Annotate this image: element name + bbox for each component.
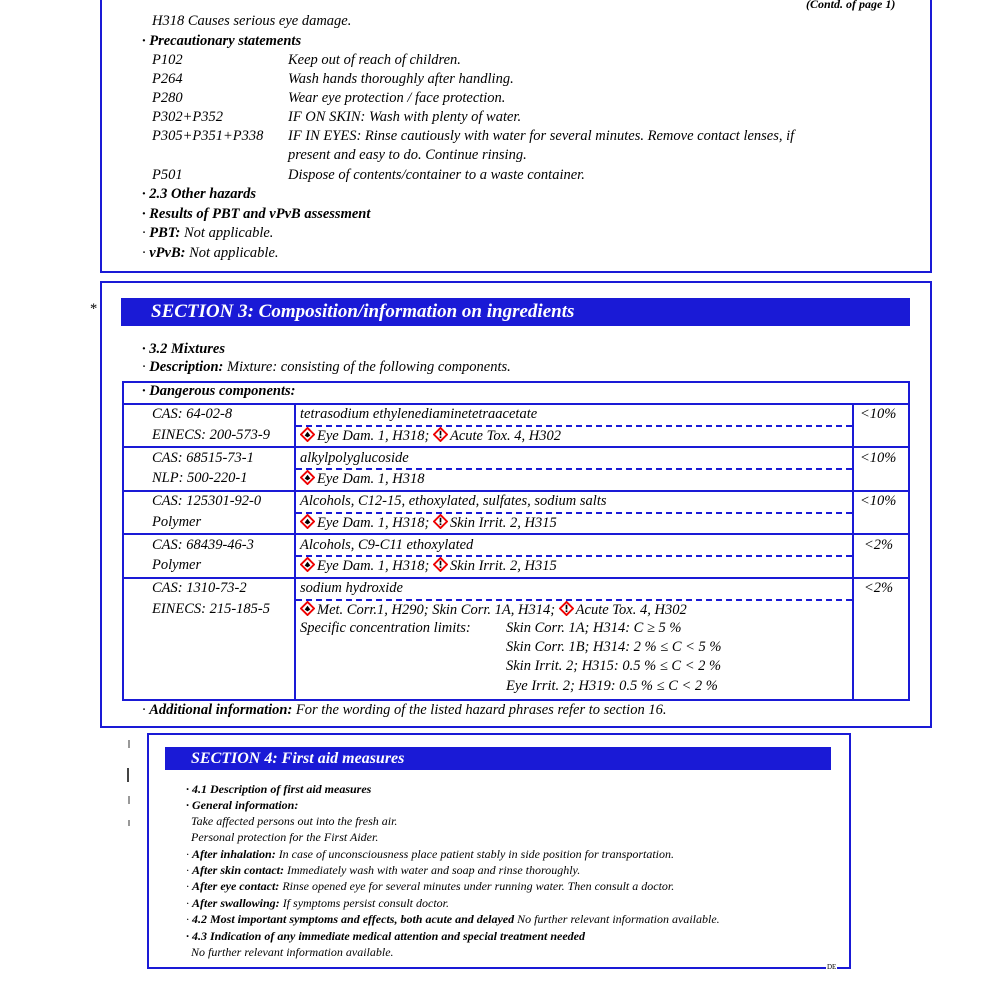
ghs-exclamation-icon (433, 557, 448, 572)
first-aid-description-heading: · 4.1 Description of first aid measures (186, 782, 372, 796)
component-concentration: <2% (864, 580, 894, 596)
medical-attention-heading: · 4.3 Indication of any immediate medical attention and special treatment needed (186, 929, 585, 943)
component-concentration: <10% (860, 406, 897, 422)
ghs-exclamation-icon (559, 601, 574, 616)
scl-label: Specific concentration limits: (300, 620, 471, 636)
scl-limit: Skin Irrit. 2; H315: 0.5 % ≤ C < 2 % (506, 658, 722, 674)
prec-code: P302+P352 (152, 109, 223, 125)
after-skin-contact: · After skin contact: Immediately wash with water and soap and rinse thoroughly. (186, 863, 581, 877)
scan-mark (127, 768, 129, 782)
h318-statement: H318 Causes serious eye damage. (152, 13, 352, 29)
component-concentration: <10% (860, 450, 897, 466)
component-name: Alcohols, C12-15, ethoxylated, sulfates, sodium salts (300, 493, 607, 509)
scan-mark (128, 796, 130, 804)
component-id: CAS: 125301-92-0 (152, 493, 262, 509)
col-divider (294, 403, 296, 701)
component-id: CAS: 68515-73-1 (152, 450, 254, 466)
prec-text: IF IN EYES: Rinse cautiously with water for several minutes. Remove contact lenses, if (288, 128, 795, 144)
component-id: EINECS: 215-185-5 (152, 601, 270, 617)
section4-title: SECTION 4: First aid measures (191, 749, 405, 767)
prec-text: Dispose of contents/container to a waste container. (288, 167, 585, 183)
section3-header (121, 298, 910, 326)
pbt-line: · PBT: Not applicable. (142, 225, 274, 241)
component-id: Polymer (152, 514, 202, 530)
component-id: CAS: 64-02-8 (152, 406, 233, 422)
ghs-exclamation-icon (433, 514, 448, 529)
component-hazards: Eye Dam. 1, H318; Skin Irrit. 2, H315 (300, 514, 557, 532)
prec-code: P501 (152, 167, 183, 183)
dangerous-components-heading: · Dangerous components: (142, 383, 296, 399)
component-name: alkylpolyglucoside (300, 450, 409, 466)
other-hazards: · 2.3 Other hazards (142, 186, 257, 202)
additional-information: · Additional information: For the wording of the listed hazard phrases refer to section 16. (142, 702, 667, 718)
component-concentration: <10% (860, 493, 897, 509)
prec-text: Wash hands thoroughly after handling. (288, 71, 514, 87)
general-information-heading: · General information: (186, 798, 299, 812)
after-eye-contact: · After eye contact: Rinse opened eye for several minutes under running water. Then consult a doctor. (186, 879, 675, 893)
contd-note: (Contd. of page 1) (806, 0, 896, 11)
vpvb-line: · vPvB: Not applicable. (142, 245, 279, 261)
prec-text: Wear eye protection / face protection. (288, 90, 506, 106)
prec-code: P264 (152, 71, 183, 87)
pbt-title: · Results of PBT and vPvB assessment (142, 206, 371, 222)
scan-mark (128, 740, 130, 748)
ghs-corrosion-icon (300, 514, 315, 529)
component-hazards: Eye Dam. 1, H318 (300, 470, 425, 488)
component-id: Polymer (152, 557, 202, 573)
prec-code: P102 (152, 52, 183, 68)
ghs-corrosion-icon (300, 601, 315, 616)
general-info-line: Take affected persons out into the fresh air. (191, 814, 398, 828)
component-concentration: <2% (864, 537, 894, 553)
row-divider (122, 533, 910, 535)
general-info-line: Personal protection for the First Aider. (191, 830, 379, 844)
scl-limit: Eye Irrit. 2; H319: 0.5 % ≤ C < 2 % (506, 678, 718, 694)
component-hazards: Eye Dam. 1, H318; Skin Irrit. 2, H315 (300, 557, 557, 575)
scan-mark (128, 820, 130, 826)
component-id: CAS: 68439-46-3 (152, 537, 254, 553)
after-inhalation: · After inhalation: In case of unconsciousness place patient stably in side position for transportation. (186, 847, 674, 861)
row-divider (122, 446, 910, 448)
component-name: Alcohols, C9-C11 ethoxylated (300, 537, 474, 553)
prec-code: P305+P351+P338 (152, 128, 264, 144)
component-id: NLP: 500-220-1 (152, 470, 248, 486)
col-divider (852, 403, 854, 701)
ghs-exclamation-icon (433, 427, 448, 442)
prec-code: P280 (152, 90, 183, 106)
scl-limit: Skin Corr. 1A; H314: C ≥ 5 % (506, 620, 682, 636)
component-id: EINECS: 200-573-9 (152, 427, 270, 443)
scl-limit: Skin Corr. 1B; H314: 2 % ≤ C < 5 % (506, 639, 722, 655)
component-hazards: Met. Corr.1, H290; Skin Corr. 1A, H314; Acute Tox. 4, H302 (300, 601, 687, 619)
ghs-corrosion-icon (300, 427, 315, 442)
precautionary-title: · Precautionary statements (142, 33, 302, 49)
component-name: tetrasodium ethylenediaminetetraacetate (300, 406, 538, 422)
ghs-corrosion-icon (300, 557, 315, 572)
section3-title: SECTION 3: Composition/information on ingredients (151, 301, 575, 322)
prec-text: Keep out of reach of children. (288, 52, 461, 68)
after-swallowing: · After swallowing: If symptoms persist consult doctor. (186, 896, 450, 910)
revision-marker: * (90, 301, 98, 317)
footer-country-code: DE (827, 963, 837, 971)
component-hazards: Eye Dam. 1, H318; Acute Tox. 4, H302 (300, 427, 561, 445)
section4-header (165, 747, 831, 770)
description-line: · Description: Mixture: consisting of the following components. (142, 359, 511, 375)
medical-attention-text: No further relevant information available. (191, 945, 394, 959)
prec-text: IF ON SKIN: Wash with plenty of water. (288, 109, 522, 125)
component-name: sodium hydroxide (300, 580, 403, 596)
component-id: CAS: 1310-73-2 (152, 580, 247, 596)
prec-text: present and easy to do. Continue rinsing. (288, 147, 527, 163)
symptoms-line: · 4.2 Most important symptoms and effects, both acute and delayed No further relevant information available. (186, 912, 720, 926)
mixtures-heading: · 3.2 Mixtures (142, 341, 225, 357)
ghs-corrosion-icon (300, 470, 315, 485)
